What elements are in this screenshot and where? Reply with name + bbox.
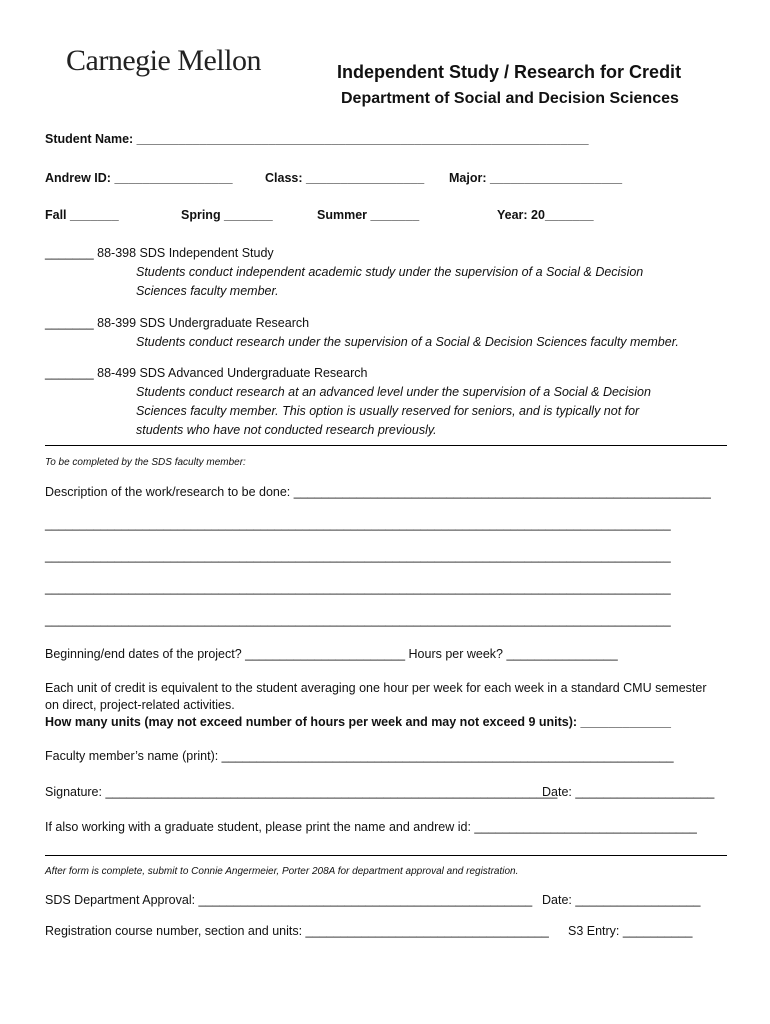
description-blank-line[interactable]: __________________________________________________________________________________________ <box>45 549 671 563</box>
course-option-description: Students conduct independent academic study under the supervision of a Social & Decision <box>136 265 644 279</box>
s3-entry-field[interactable]: S3 Entry: __________ <box>568 924 693 938</box>
faculty-section-note: To be completed by the SDS faculty member: <box>45 457 246 468</box>
cmu-logo: Carnegie Mellon <box>66 44 261 77</box>
submission-note: After form is complete, submit to Connie Angermeier, Porter 208A for department approval and registration. <box>45 866 519 877</box>
major-field[interactable]: Major: ___________________ <box>449 171 623 185</box>
class-field[interactable]: Class: _________________ <box>265 171 425 185</box>
department-approval-field[interactable]: SDS Department Approval: ________________________________________________ <box>45 893 533 907</box>
approval-date-field[interactable]: Date: __________________ <box>542 893 701 907</box>
andrew-id-field[interactable]: Andrew ID: _________________ <box>45 171 233 185</box>
signature-date-field[interactable]: Date: ____________________ <box>542 785 715 799</box>
description-blank-line[interactable]: __________________________________________________________________________________________ <box>45 517 671 531</box>
section-divider <box>45 445 727 446</box>
course-option-description: Sciences faculty member. <box>136 284 279 298</box>
course-option-description: students who have not conducted research previously. <box>136 423 437 437</box>
course-option-description: Students conduct research at an advanced level under the supervision of a Social & Decision <box>136 385 651 399</box>
course-option-description: Students conduct research under the supervision of a Social & Decision Sciences faculty member. <box>136 335 679 349</box>
fall-field[interactable]: Fall _______ <box>45 208 119 222</box>
registration-field[interactable]: Registration course number, section and units: ___________________________________ <box>45 924 549 938</box>
description-blank-line[interactable]: __________________________________________________________________________________________ <box>45 581 671 595</box>
year-field[interactable]: Year: 20_______ <box>497 208 594 222</box>
signature-field[interactable]: Signature: _________________________________________________________________ <box>45 785 558 799</box>
course-option-title[interactable]: _______ 88-399 SDS Undergraduate Research <box>45 316 310 330</box>
description-blank-line[interactable]: __________________________________________________________________________________________ <box>45 613 671 627</box>
units-field[interactable]: How many units (may not exceed number of hours per week and may not exceed 9 units): _____________ <box>45 715 671 729</box>
dates-hours-field[interactable]: Beginning/end dates of the project? _______________________ Hours per week? ________________ <box>45 647 618 661</box>
credit-explanation: Each unit of credit is equivalent to the student averaging one hour per week for each week in a standard CMU semester <box>45 681 707 695</box>
credit-explanation: on direct, project-related activities. <box>45 698 235 712</box>
course-option-title[interactable]: _______ 88-499 SDS Advanced Undergraduate Research <box>45 366 368 380</box>
department-subtitle: Department of Social and Decision Sciences <box>341 90 679 107</box>
course-option-description: Sciences faculty member. This option is usually reserved for seniors, and is typically not for <box>136 404 640 418</box>
spring-field[interactable]: Spring _______ <box>181 208 273 222</box>
faculty-name-field[interactable]: Faculty member’s name (print): _________________________________________________________________ <box>45 749 674 763</box>
course-option-title[interactable]: _______ 88-398 SDS Independent Study <box>45 246 274 260</box>
summer-field[interactable]: Summer _______ <box>317 208 420 222</box>
grad-student-field[interactable]: If also working with a graduate student, please print the name and andrew id: ________________________________ <box>45 820 697 834</box>
section-divider <box>45 855 727 856</box>
form-title: Independent Study / Research for Credit <box>337 62 682 82</box>
description-field[interactable]: Description of the work/research to be done: ____________________________________________________________ <box>45 485 711 499</box>
student-name-field[interactable]: Student Name: _________________________________________________________________ <box>45 132 589 146</box>
